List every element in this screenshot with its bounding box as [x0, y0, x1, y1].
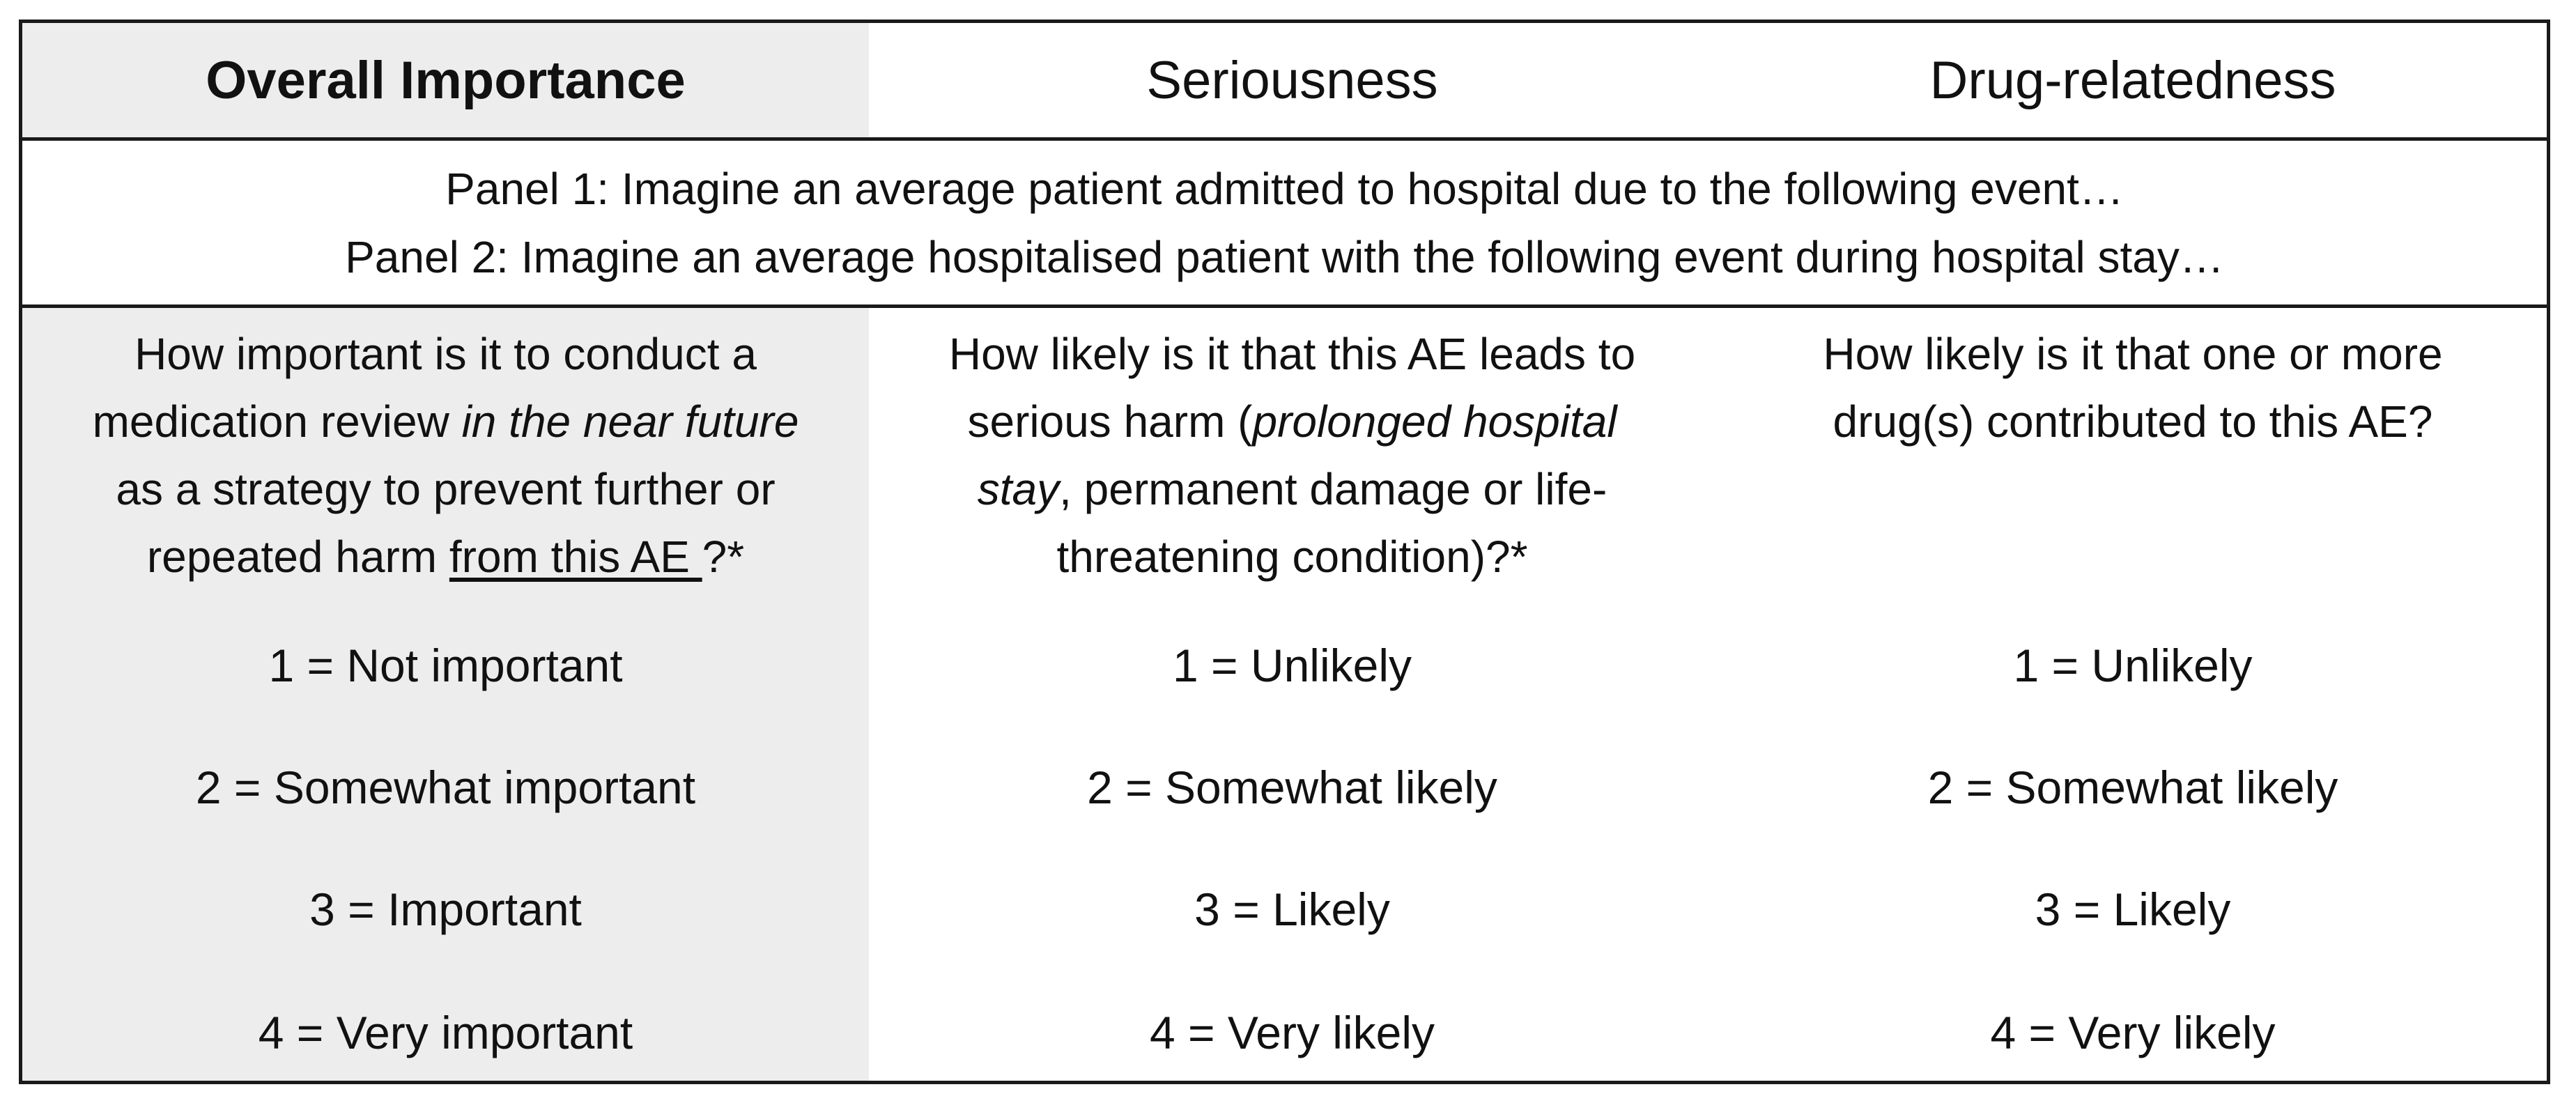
- header-drug-relatedness: Drug-relatedness: [1929, 50, 2336, 110]
- header-seriousness: Seriousness: [1146, 50, 1438, 110]
- scale-option-1: 1 = Unlikely: [1173, 640, 1412, 691]
- question-line: drug(s) contributed to this AE?: [1833, 396, 2433, 447]
- question-line: [869, 456, 1715, 523]
- header-row: [22, 23, 2547, 137]
- rating-scale-table: [19, 20, 2550, 1084]
- question-emphasis: stay: [977, 464, 1060, 514]
- question-line: threatening condition)?*: [1056, 532, 1528, 582]
- question-text: , permanent damage or life-: [1059, 464, 1607, 514]
- scale-option-4: 4 = Very important: [258, 1007, 633, 1058]
- question-text: serious harm (: [967, 396, 1253, 447]
- question-underline: from this AE: [449, 532, 702, 582]
- panel-2-text: Panel 2: Imagine an average hospitalised patient with the following event during hospital stay…: [345, 231, 2224, 282]
- question-text: repeated harm: [146, 532, 449, 582]
- scale-option-2: 2 = Somewhat important: [195, 762, 696, 813]
- column-seriousness: [869, 308, 1715, 1081]
- question-line: How likely is it that one or more: [1823, 329, 2443, 379]
- scale-option-1: 1 = Unlikely: [2013, 640, 2253, 691]
- question-line: [22, 388, 869, 456]
- question-seriousness: [869, 308, 1715, 591]
- scale-option-2: 2 = Somewhat likely: [1927, 762, 2338, 813]
- question-line: [869, 388, 1715, 456]
- question-emphasis: in the near future: [461, 396, 799, 447]
- header-overall-importance: Overall Importance: [206, 50, 686, 110]
- scale-option-4: 4 = Very likely: [1149, 1007, 1435, 1058]
- scale-option-1: 1 = Not important: [268, 640, 623, 691]
- panel-instructions: [22, 141, 2547, 304]
- scale-option-2: 2 = Somewhat likely: [1087, 762, 1497, 813]
- question-drug-relatedness: [1715, 308, 2550, 456]
- column-drug-relatedness: [1715, 308, 2550, 1081]
- column-overall-importance: [22, 308, 869, 1081]
- question-text: medication review: [92, 396, 462, 447]
- question-line: [22, 523, 869, 591]
- scale-option-3: 3 = Likely: [1194, 884, 1390, 935]
- scale-option-4: 4 = Very likely: [1990, 1007, 2276, 1058]
- question-text: ?*: [702, 532, 745, 582]
- question-line: as a strategy to prevent further or: [116, 464, 776, 514]
- scale-option-3: 3 = Likely: [2035, 884, 2231, 935]
- scale-option-3: 3 = Important: [309, 884, 582, 935]
- question-overall-importance: [22, 308, 869, 591]
- question-emphasis: prolonged hospital: [1252, 396, 1617, 447]
- question-line: How important is it to conduct a: [134, 329, 757, 379]
- question-line: How likely is it that this AE leads to: [948, 329, 1636, 379]
- panel-1-text: Panel 1: Imagine an average patient admitted to hospital due to the following event…: [445, 163, 2124, 214]
